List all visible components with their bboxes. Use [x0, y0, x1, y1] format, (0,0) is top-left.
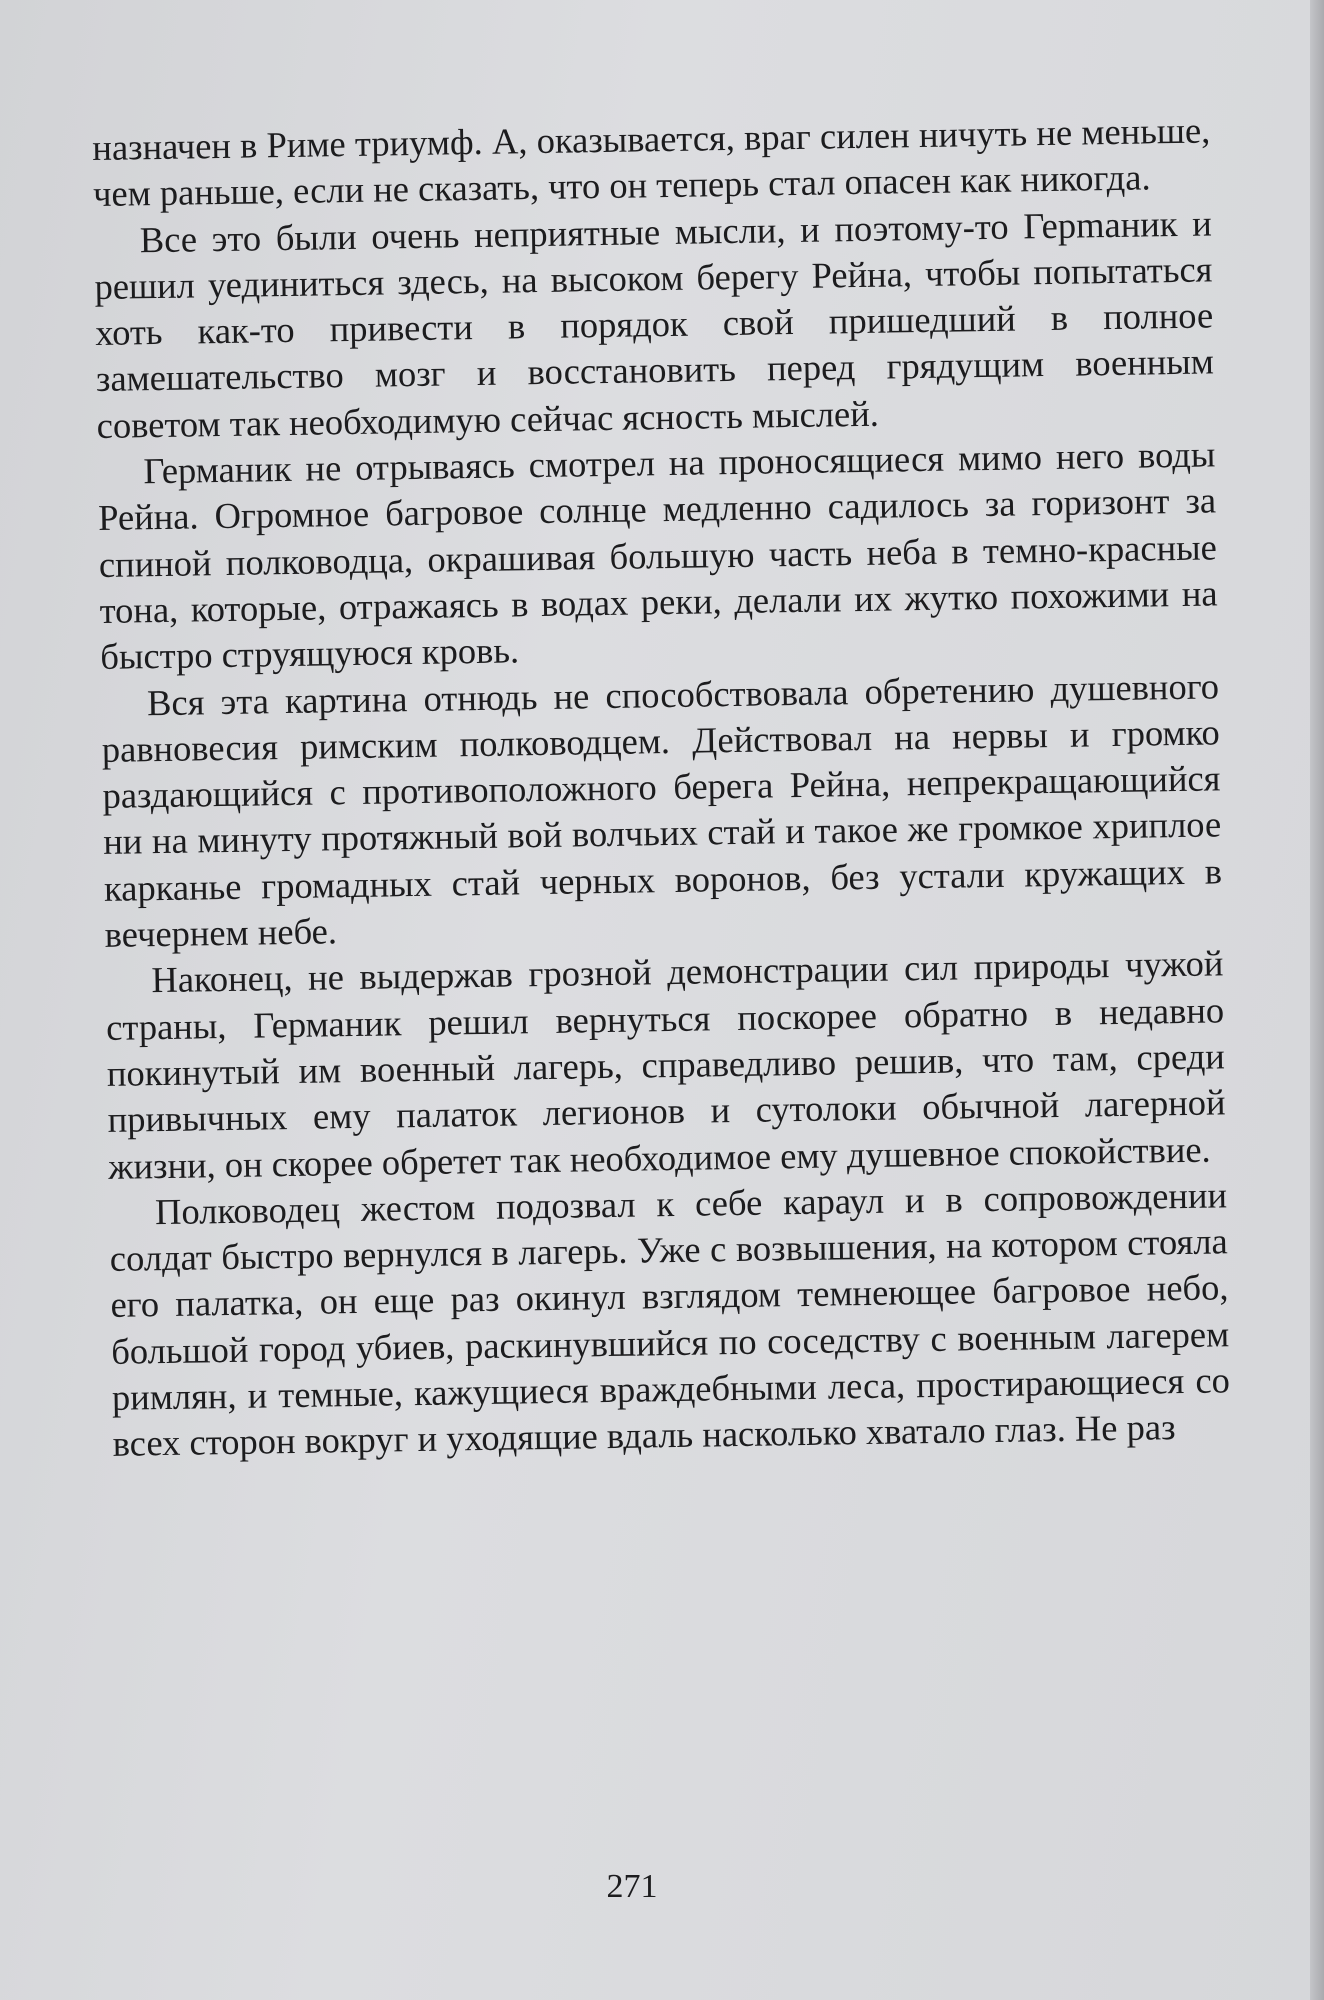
paragraph-6: Полководец жестом подозвал к себе караул и в сопровождении солдат быстро вернулся в лагерь. Уже с возвышения, на котором стояла его палатка, он еще раз окинул взглядом темнеющее багровое небо, большой город убиев, раскинувшийся по соседству с военным лагерем римлян, и темные, кажущиеся враждебными леса, простирающиеся со всех сторон вокруг и уходящие вдаль насколько хватало глаз. Не раз — [109, 1174, 1231, 1465]
page-edge — [1310, 0, 1324, 2000]
paragraph-4: Вся эта картина отнюдь не способствовала обретению душевного равновесия римским полководцем. Действовал на нервы и громко раздающийся с противоположного берега Рейна, непрекращающийся ни на минуту протяжный вой волчьих стай и такое же громкое хриплое карканье громадных стай черных воронов, без устали кружащих в вечернем небе. — [101, 664, 1223, 955]
paragraph-1: назначен в Риме триумф. А, оказывается, враг силен ничуть не меньше, чем раньше, если не сказать, что он теперь стал опасен как никогда. — [92, 109, 1211, 215]
paragraph-3: Германик не отрываясь смотрел на проносящиеся мимо него воды Рейна. Огромное багровое солнце медленно садилось за горизонт за спиной полководца, окрашивая большую часть неба в темно-красные тона, которые, отражаясь в водах реки, делали их жутко похожими на быстро струящуюся кровь. — [97, 433, 1218, 678]
paragraph-5: Наконец, не выдержав грозной демонстрации сил природы чужой страны, Германик решил вернуться поскорее обратно в недавно покинутый им военный лагерь, справедливо решив, что там, среди привычных ему палаток легионов и сутолоки обычной лагерной жизни, он скорее обретет так необходимое ему душевное спокойствие. — [105, 942, 1226, 1187]
body-text — [92, 107, 1231, 1467]
paragraph-2: Все это были очень неприятные мысли, и поэтому-то Герmаник и решил уединиться здесь, на высоком берегу Рейна, чтобы попытаться хоть как-то привести в порядок свой пришедший в полное замешательство мозг и восстановить перед грядущим военным советом так необходимую сейчас ясность мыслей. — [94, 202, 1215, 446]
page-number: 271 — [606, 1868, 658, 1905]
